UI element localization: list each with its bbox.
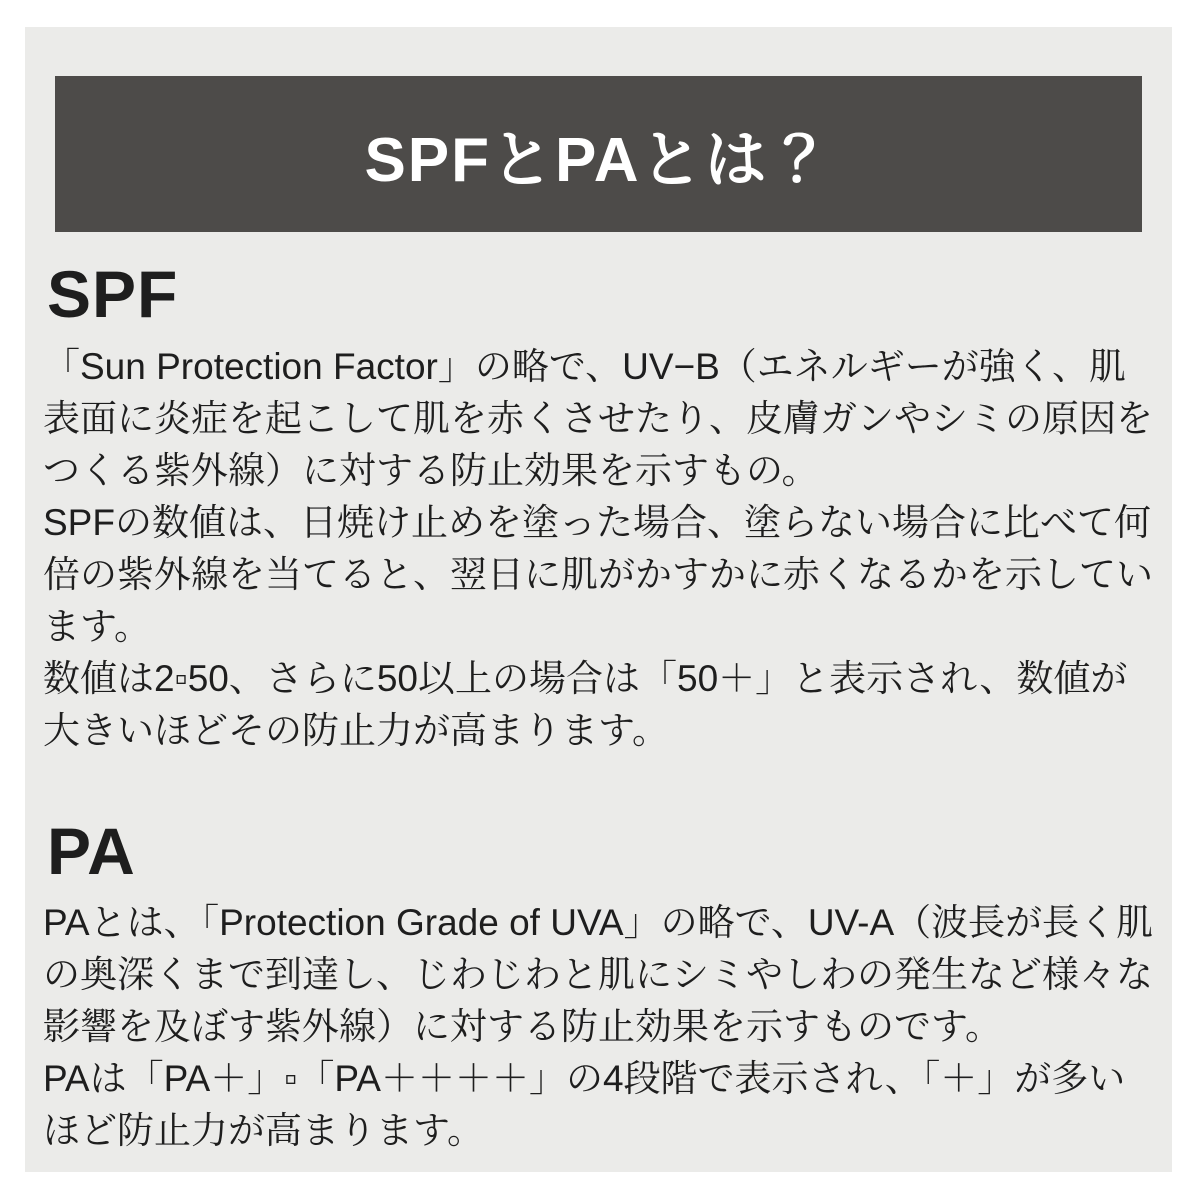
pa-heading: PA bbox=[47, 813, 136, 888]
spf-sentence-1: 「Sun Protection Factor」の略で、UV−B（エネルギーが強く、肌表面に炎症を起こして肌を赤くさせたり、皮膚ガンやシミの原因をつくる紫外線）に対する防止効果を示すもの。 bbox=[43, 345, 1153, 491]
spf-description bbox=[43, 341, 1154, 757]
content-area bbox=[25, 258, 1172, 1157]
pa-sentence-2: PAは「PA＋」▫「PA＋＋＋＋」の4段階で表示され、「＋」が多いほど防止力が高まります。 bbox=[43, 1058, 1126, 1152]
content-panel bbox=[25, 27, 1172, 1172]
page-title: SPFとPAとは？ bbox=[364, 125, 833, 195]
pa-description bbox=[43, 897, 1154, 1157]
spf-sentence-3: 数値は2▫50、さらに50以上の場合は「50＋」と表示され、数値が大きいほどその防止力が高まります。 bbox=[43, 657, 1128, 751]
spf-heading: SPF bbox=[47, 257, 179, 331]
section-pa bbox=[43, 815, 1154, 1158]
spf-sentence-2: SPFの数値は、日焼け止めを塗った場合、塗らない場合に比べて何倍の紫外線を当てると、翌日に肌がかすかに赤くなるかを示しています。 bbox=[43, 501, 1153, 647]
section-spf bbox=[43, 258, 1154, 757]
title-banner bbox=[55, 76, 1142, 232]
pa-sentence-1: PAとは、「Protection Grade of UVA」の略で、UV-A（波長が長く肌の奥深くまで到達し、じわじわと肌にシミやしわの発生など様々な影響を及ぼす紫外線）に対する防止効果を示すものです。 bbox=[43, 902, 1154, 1048]
